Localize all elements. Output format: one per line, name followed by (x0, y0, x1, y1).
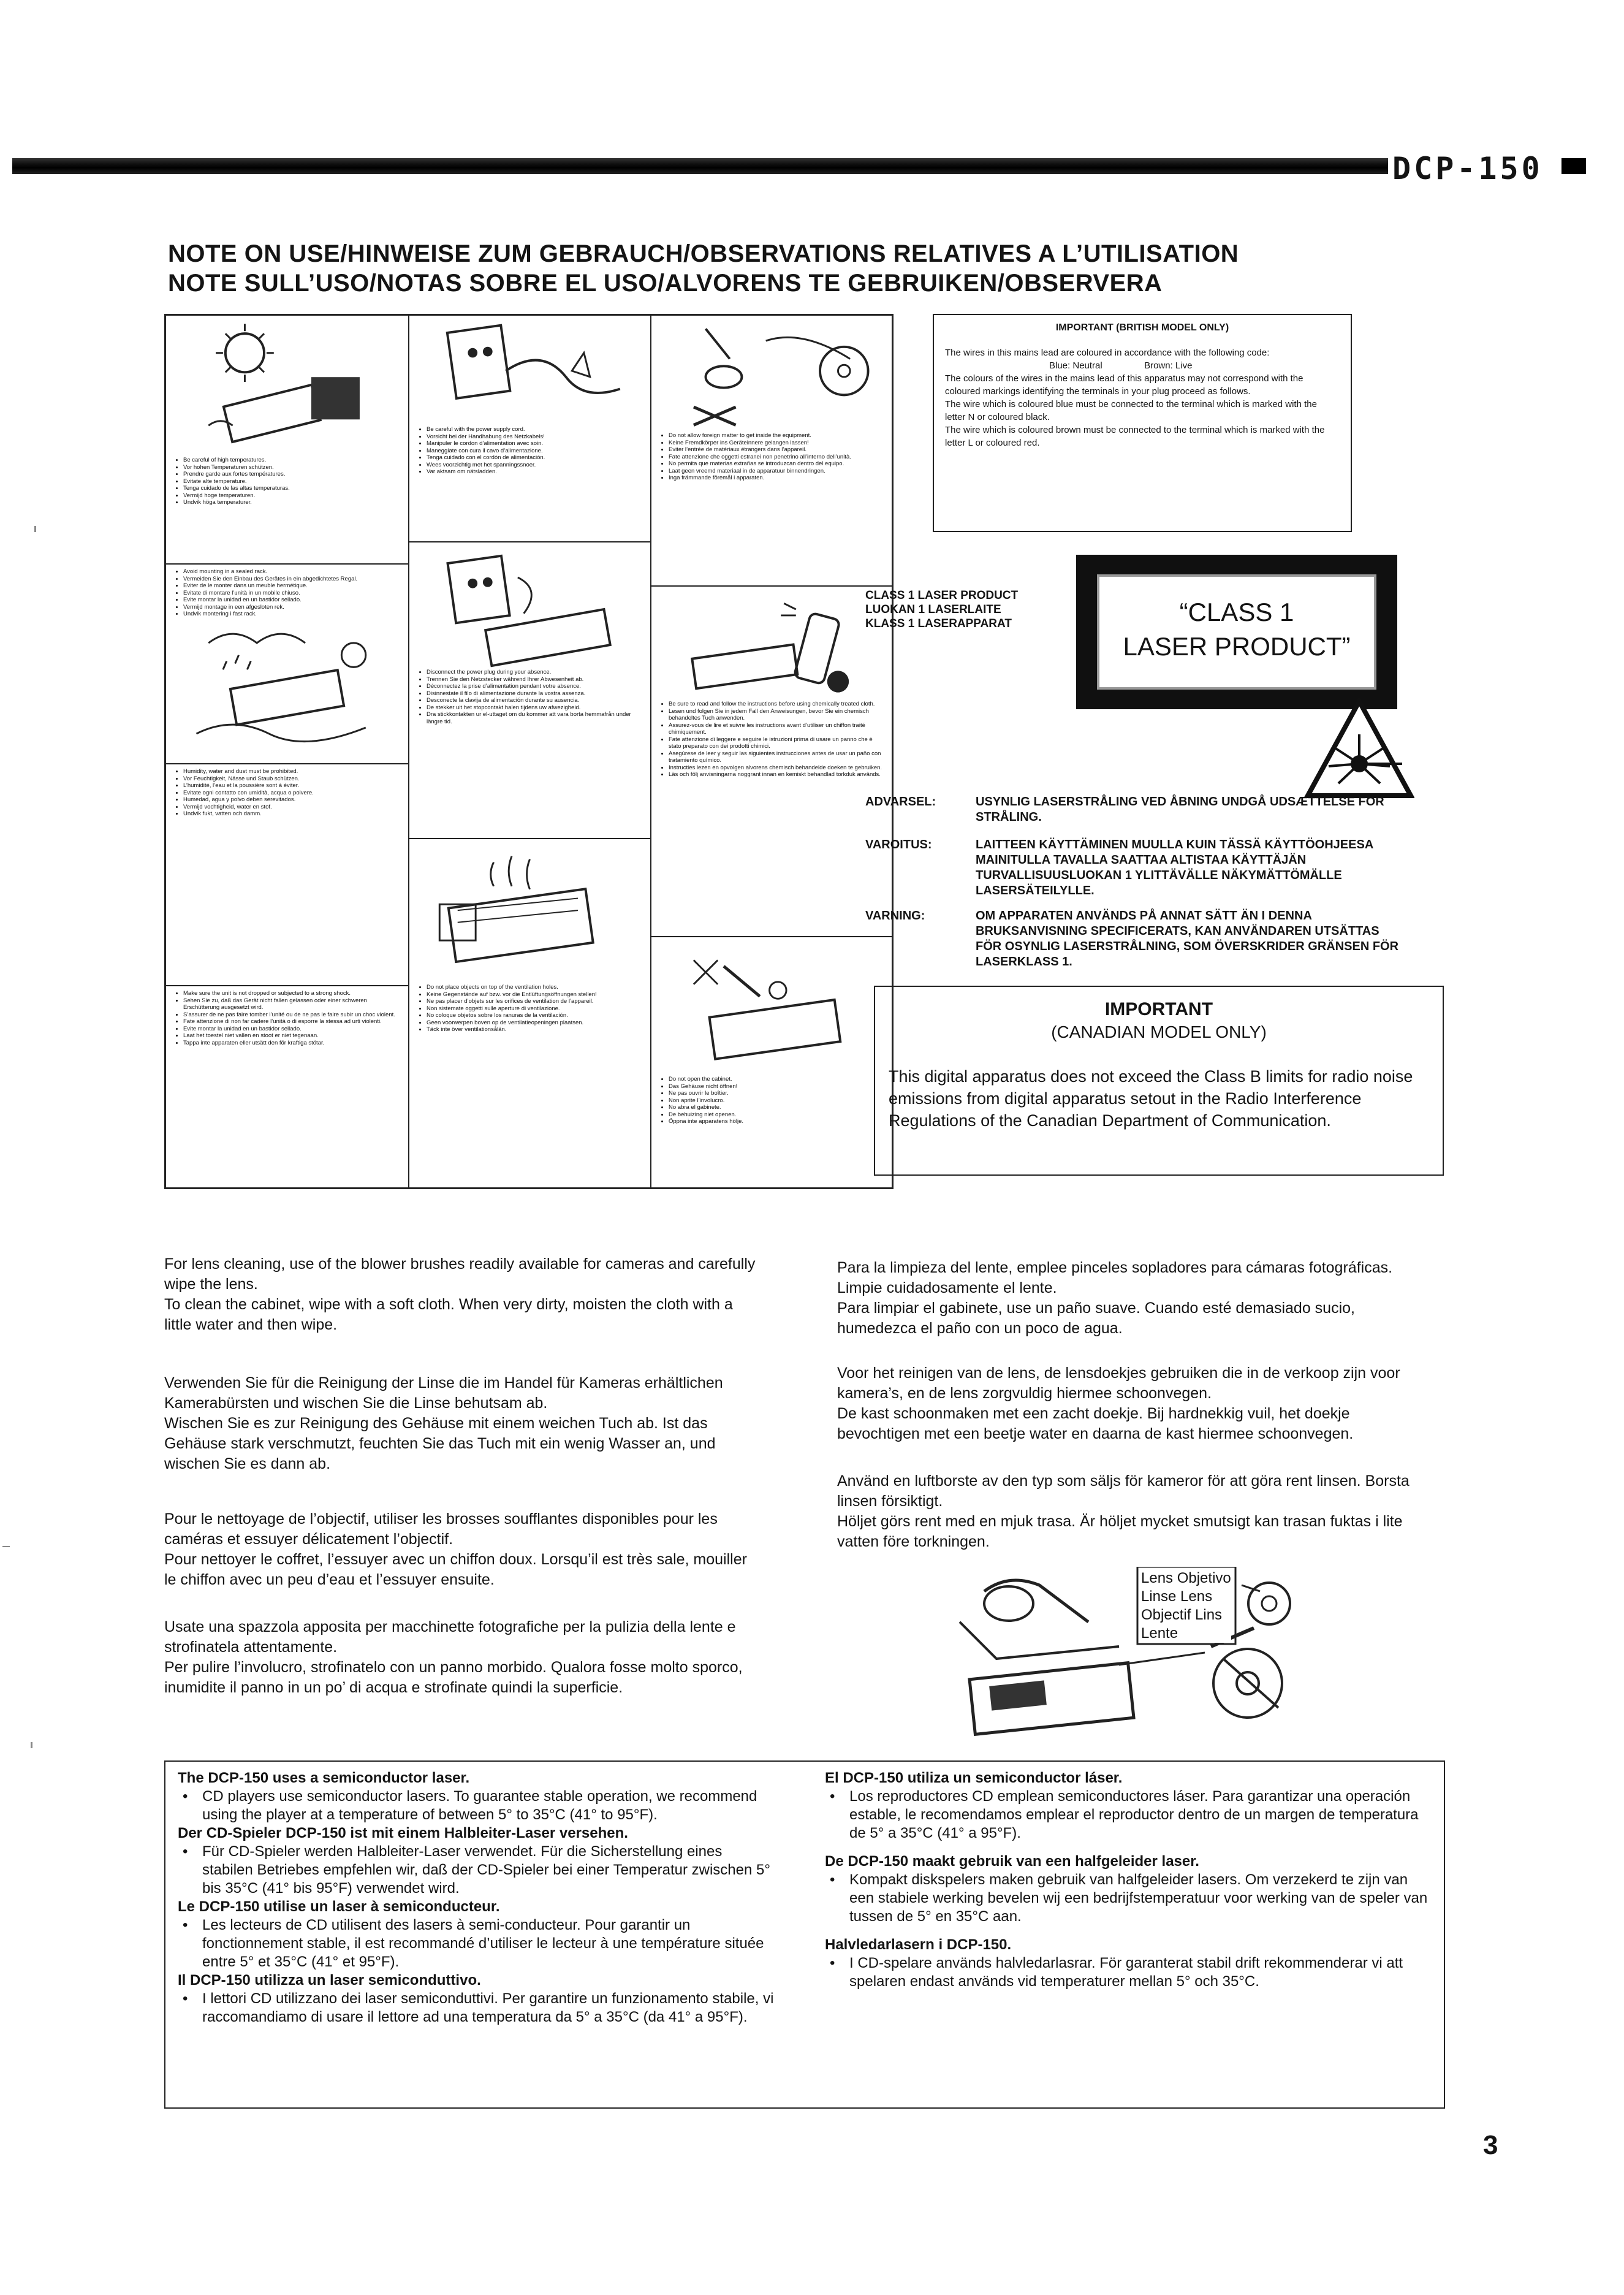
note-bullet: • CD players use semiconductor lasers. To guarantee stable operation, we recommend using the player at a temperature of between 5° to 35°C (41° to 95°F). (178, 1787, 775, 1824)
list-item: • Non sistemate oggetti sulle aperture di ventilazione. (427, 1005, 644, 1013)
list-item: • Disconnect the power plug during your absence. (427, 669, 644, 676)
list-item: • Humedad, agua y polvo deben serevitados. (183, 796, 402, 804)
list-item: • Instructies lezen en opvolgen alvorens chemisch behandelde doeken te gebruiken. (669, 764, 886, 772)
list-item: • Fate attenzione che oggetti estranei non penetrino all’interno dell’unità. (669, 454, 886, 461)
list-item: • No coloque objetos sobre los ranuras de la ventilación. (427, 1012, 644, 1019)
list-item: • Vermijd hoge temperaturen. (183, 492, 402, 500)
grid-divider (408, 541, 650, 542)
list-item: • Maneggiate con cura il cavo d’alimentazione. (427, 447, 644, 455)
lens-label-group (1141, 1569, 1231, 1643)
cleaning-paragraph: Höljet görs rent med en mjuk trasa. Är höljet mycket smutsigt kan trasan fuktas i lite vatten före torkningen. (837, 1513, 1403, 1550)
important-canadian-body: This digital apparatus does not exceed the Class B limits for radio noise emissions from digital apparatus setout in the Radio Interference Regulations of the Canadian Department of Communication. (889, 1067, 1413, 1130)
warning-label: VAROITUS: (865, 838, 932, 851)
ventilation-illustration (415, 843, 644, 984)
model-name: DCP-150 (1392, 151, 1543, 186)
list-item: • Var aktsam om nätsladden. (427, 468, 644, 476)
list-item: • Laat geen vreemd materiaal in de apparatuur binnendringen. (669, 468, 886, 475)
list-item: • Undvik höga temperaturer. (183, 499, 402, 506)
grid-divider (408, 838, 650, 839)
list-item: • Be careful with the power supply cord. (427, 426, 644, 433)
laser-sticker-line2: LASER PRODUCT” (1123, 632, 1351, 661)
grid-divider (166, 563, 408, 565)
list-item: • Vermijd vochtigheid, water en stof. (183, 804, 402, 811)
note-bullet: • Les lecteurs de CD utilisent des lasers à semi-conducteur. Pour garantir un fonctionnement stable, il est recommandé d’utiliser le lecteur à une température située entre 5° et 35°C (41° et 95°F). (178, 1916, 775, 1971)
important-british-p1: The colours of the wires in the mains lead of this apparatus may not correspond with the coloured markings identifying the terminals in your plug proceed as follows. (945, 373, 1303, 397)
list-item: • Do not allow foreign matter to get inside the equipment. (669, 432, 886, 440)
heat-list (172, 457, 402, 506)
cleaning-fr (164, 1509, 756, 1590)
important-british-p3: The wire which is coloured brown must be connected to the terminal which is marked with the letter L or coloured red. (945, 425, 1325, 448)
important-canadian-heading: IMPORTANT (1104, 999, 1213, 1019)
warning-text: LAITTEEN KÄYTTÄMINEN MUULLA KUIN TÄSSÄ KÄYTTÖOHJEESA MAINITULLA TAVALLA SAATTAA ALTISTAA KÄYTTÄJÄN TURVALLISUUSLUOKAN 1 YLITTÄVÄLLE NÄKYMÄTTÖMÄLLE LASERSÄTEILYLLE. (976, 838, 1373, 897)
list-item: • Dra stickkontakten ur el-uttaget om du kommer att vara borta hemmafrån under längre tid. (427, 711, 644, 725)
power-cord-illustration (415, 316, 644, 426)
list-item: • Be careful of high temperatures. (183, 457, 402, 464)
cleaning-sv (837, 1471, 1429, 1552)
list-item: • Desconecte la clavija de alimentación durante su ausencia. (427, 697, 644, 704)
list-item: • Evitate di montare l’unità in un mobile chiuso. (183, 590, 402, 597)
humidity-illustration (172, 618, 402, 750)
list-item: • Eviter de le monter dans un meuble hermétique. (183, 582, 402, 590)
list-item: • Déconnectez la prise d’alimentation pendant votre absence. (427, 683, 644, 690)
page-title-line-1: NOTE ON USE/HINWEISE ZUM GEBRAUCH/OBSERVATIONS RELATIVES A L’UTILISATION (168, 240, 1239, 267)
cleaning-paragraph: De kast schoonmaken met een zacht doekje. Bij hardnekkig vuil, het doekje bevochtigen met een beetje water en daarna de kast hiermee schoonvegen. (837, 1405, 1354, 1442)
list-item: • Evite montar la unidad en un bastidor sellado. (183, 1026, 402, 1033)
list-item: • No abra el gabinete. (669, 1104, 886, 1111)
important-british-heading: IMPORTANT (BRITISH MODEL ONLY) (1055, 322, 1229, 333)
laser-warning-icon (1304, 698, 1414, 801)
list-item: • Evitate alte temperature. (183, 478, 402, 485)
scan-mark (2, 1546, 10, 1547)
note-heading: El DCP-150 utiliza un semiconductor láser. (825, 1770, 1123, 1786)
list-item: • Vermeiden Sie den Einbau des Gerätes in ein abgedichtetes Regal. (183, 576, 402, 583)
warning-label: VARNING: (865, 909, 925, 923)
cleaning-paragraph: For lens cleaning, use of the blower brushes readily available for cameras and carefully wipe the lens. (164, 1255, 756, 1293)
list-item: • De behuizing niet openen. (669, 1111, 886, 1119)
list-item: • Do not place objects on top of the ventilation holes. (427, 984, 644, 991)
note-bullet: • I CD-spelare används halvledarlasrar. För garanterat stabil drift rekommenderar vi att spelaren endast används vid temperaturer mellan 5° och 35°C. (825, 1954, 1429, 1991)
list-item: • L’humidité, l’eau et la poussière sont à éviter. (183, 782, 402, 790)
list-item: • Evitate ogni contatto con umidità, acqua o polvere. (183, 790, 402, 797)
screwdriver-cabinet-illustration (658, 941, 886, 1076)
important-british-p2: The wire which is coloured blue must be connected to the terminal which is marked with the letter N or coloured black. (945, 399, 1317, 422)
list-item: • Asegúrese de leer y seguir las siguientes instrucciones antes de usar un paño con tratamiento químico. (669, 750, 886, 764)
list-item: • Fate attenzione di non far cadere l’unità o di esporre la stessa ad urti violenti. (183, 1018, 402, 1026)
grid-divider (650, 936, 892, 937)
note-heading: The DCP-150 uses a semiconductor laser. (178, 1770, 470, 1786)
list-item: • Tenga cuidado con el cordón de alimentación. (427, 454, 644, 462)
unplug-illustration (415, 546, 644, 669)
lens-label: Objectif Lins (1141, 1607, 1223, 1623)
list-item: • Das Gehäuse nicht öffnen! (669, 1083, 886, 1090)
foreign-matter-illustration (658, 316, 886, 432)
list-item: • Läs och följ anvisningarna noggrant innan en kemiskt behandlad torkduk används. (669, 771, 886, 778)
grid-divider (650, 585, 892, 587)
cleaning-it (164, 1617, 756, 1698)
page-number: 3 (1483, 2130, 1498, 2160)
notes-left-column (178, 1769, 775, 2027)
cord-list (415, 426, 644, 476)
cell-chemical (651, 590, 892, 936)
laser-sticker-line1: “CLASS 1 (1179, 598, 1294, 626)
list-item: • Inga främmande föremål i apparaten. (669, 474, 886, 482)
note-bullet: • I lettori CD utilizzano dei laser semiconduttivi. Per garantire un funzionamento stabile, vi raccomandiamo di usare il lettore ad una temperatura da 5° a 35°C (da 41° a 95°F). (178, 1990, 775, 2027)
notes-right-column (825, 1769, 1429, 1991)
spray-cloth-illustration (658, 590, 886, 701)
note-heading: Halvledarlasern i DCP-150. (825, 1936, 1012, 1953)
drop-list (172, 990, 402, 1046)
list-item: • Humidity, water and dust must be prohibited. (183, 768, 402, 775)
list-item: • Vor Feuchtigkeit, Nässe und Staub schützen. (183, 775, 402, 783)
laser-label-en: CLASS 1 LASER PRODUCT (865, 589, 1019, 602)
list-item: • Wees voorzichtig met het spanningssnoer. (427, 462, 644, 469)
list-item: • Trennen Sie den Netzstecker während Ihrer Abwesenheit ab. (427, 676, 644, 683)
list-item: • Öppna inte apparatens hölje. (669, 1118, 886, 1125)
cleaning-es (837, 1258, 1429, 1339)
list-item: • Laat het toestel niet vallen en stoot er niet tegenaan. (183, 1032, 402, 1040)
wire-brown: Brown: Live (1144, 360, 1193, 371)
list-item: • Disinnestate il filo di alimentazione durante la vostra assenza. (427, 690, 644, 698)
list-item: • Avoid mounting in a sealed rack. (183, 568, 402, 576)
cell-cabinet (651, 941, 892, 1186)
cabinet-list (658, 1076, 886, 1125)
laser-label-fi: LUOKAN 1 LASERLAITE (865, 603, 1001, 616)
note-bullet: • Kompakt diskspelers maken gebruik van halfgeleider lasers. Om verzekerd te zijn van een stabiele werking bevelen wij een bedrijfstemperatuur voor werking van de speler van tussen de 5° en 35°C aan. (825, 1871, 1429, 1926)
list-item: • Be sure to read and follow the instructions before using chemically treated cloth. (669, 701, 886, 708)
list-item: • Manipuler le cordon d’alimentation avec soin. (427, 440, 644, 447)
sun-heater-illustration (172, 316, 402, 457)
wire-code-line (945, 359, 1340, 372)
list-item: • Geen voorwerpen boven op de ventilatieopeningen plaatsen. (427, 1019, 644, 1027)
list-item: • Keine Gegenstände auf bzw. vor die Entlüftungsöffnungen stellen! (427, 991, 644, 999)
chemical-list (658, 701, 886, 778)
class1-laser-sticker (1076, 555, 1397, 709)
cleaning-paragraph: Pour nettoyer le coffret, l’essuyer avec un chiffon doux. Lorsqu’il est très sale, mouiller le chiffon avec un peu d’eau et l’essuyer ensuite. (164, 1551, 747, 1588)
list-item: • Fate attenzione di leggere e seguire le istruzioni prima di usare un panno che è stato preparato con dei prodotti chimici. (669, 736, 886, 750)
vent-list (415, 984, 644, 1033)
list-item: • Lesen und folgen Sie in jedem Fall den Anweisungen, bevor Sie ein chemisch behandeltes Tuch anwenden. (669, 708, 886, 722)
cell-disconnect (409, 546, 650, 838)
list-item: • Sehen Sie zu, daß das Gerät nicht fallen gelassen oder einer schweren Erschütterung ausgesetzt wird. (183, 997, 402, 1011)
note-heading: Der CD-Spieler DCP-150 ist mit einem Halbleiter-Laser versehen. (178, 1825, 628, 1841)
cell-drop (166, 990, 408, 1186)
page-title-line-2: NOTE SULL’USO/NOTAS SOBRE EL USO/ALVORENS TE GEBRUIKEN/OBSERVERA (168, 270, 1163, 297)
scan-mark (34, 526, 36, 532)
lens-label: Lente (1141, 1625, 1178, 1642)
cleaning-paragraph: Para la limpieza del lente, emplee pinceles sopladores para cámaras fotográficas. Limpie cuidadosamente el lente. (837, 1259, 1393, 1296)
list-item: • Eviter l’entrée de matériaux étrangers dans l’appareil. (669, 446, 886, 454)
list-item: • Täck inte över ventilationsålän. (427, 1026, 644, 1033)
list-item: • S’assurer de ne pas faire tomber l’unité ou de ne pas le faire subir un choc violent. (183, 1011, 402, 1019)
cleaning-paragraph: Verwenden Sie für die Reinigung der Linse die im Handel für Kameras erhältlichen Kamerabürsten und wischen Sie die Linse behutsam ab. (164, 1374, 723, 1412)
cell-vent (409, 843, 650, 1186)
list-item: • Vorsicht bei der Handhabung des Netzkabels! (427, 433, 644, 441)
list-item: • No permita que materias extrañas se introduzcan dentro del equipo. (669, 460, 886, 468)
cleaning-paragraph: Usate una spazzola apposita per macchinette fotografiche per la pulizia della lente e strofinatela attentamente. (164, 1618, 736, 1656)
list-item: • De stekker uit het stopcontakt halen tijdens uw afwezigheid. (427, 704, 644, 712)
precautions-grid (164, 314, 894, 1189)
warning-text: OM APPARATEN ANVÄNDS PÅ ANNAT SÄTT ÄN I DENNA BRUKSANVISNING SPECIFICERATS, KAN ANVÄNDAREN UTSÄTTAS FÖR OSYNLIG LASERSTRÅLNING, SOM ÖVERSKRIDER GRÄNSEN FÖR LASERKLASS 1. (976, 909, 1399, 969)
cleaning-paragraph: Para limpiar el gabinete, use un paño suave. Cuando esté demasiado sucio, humedezca el paño con un poco de agua. (837, 1300, 1355, 1337)
laser-label-sv: KLASS 1 LASERAPPARAT (865, 617, 1012, 630)
list-item: • Undvik montering i fast rack. (183, 611, 402, 618)
lens-label: Lens Objetivo (1141, 1570, 1231, 1586)
list-item: • Tenga cuidado de las altas temperaturas. (183, 485, 402, 492)
cleaning-paragraph: Wischen Sie es zur Reinigung des Gehäuse mit einem weichen Tuch ab. Ist das Gehäuse stark verschmutzt, feuchten Sie das Tuch mit ein wenig Wasser an, und wischen Sie es dann ab. (164, 1415, 716, 1472)
cleaning-nl (837, 1363, 1429, 1444)
list-item: • Ne pas ouvrir le boîtier. (669, 1090, 886, 1097)
list-item: • Vor hohen Temperaturen schützen. (183, 464, 402, 471)
lens-label: Linse Lens (1141, 1588, 1213, 1605)
warning-label: ADVARSEL: (865, 795, 936, 809)
list-item: • Tappa inte apparaten eller utsätt den för kraftiga stötar. (183, 1040, 402, 1047)
lens-cleaning-illustration (935, 1567, 1340, 1745)
list-item: • Assurez-vous de lire et suivre les instructions avant d’utiliser un chiffon traité chimiquement. (669, 722, 886, 736)
note-heading: Il DCP-150 utilizza un laser semiconduttivo. (178, 1972, 481, 1989)
disconnect-list (415, 669, 644, 725)
grid-divider (166, 763, 408, 764)
list-item: • Ne pas placer d’objets sur les orifices de ventilation de l’appareil. (427, 998, 644, 1005)
note-bullet: • Los reproductores CD emplean semiconductores láser. Para garantizar una operación estable, le recomendamos emplear el reproductor dentro de un margen de temperatura de 5° a 35°C (41° a 95°F). (825, 1787, 1429, 1843)
laser-sticker-inner (1097, 574, 1376, 690)
header-bar (12, 158, 1388, 174)
cleaning-de (164, 1373, 756, 1474)
list-item: • Non aprite l’involucro. (669, 1097, 886, 1105)
cleaning-en (164, 1254, 756, 1335)
note-bullet: • Für CD-Spieler werden Halbleiter-Laser verwendet. Für die Sicherstellung eines stabilen Betriebes empfehlen wir, daß der CD-Spieler bei einer Temperatur zwischen 5° bis 35°C (41° bis 95°F) verwendet wird. (178, 1843, 775, 1898)
important-canadian-box (874, 986, 1444, 1176)
important-british-intro: The wires in this mains lead are coloured in accordance with the following code: (945, 348, 1270, 358)
list-item: • Undvik fukt, vatten och damm. (183, 810, 402, 818)
cell-cord (409, 316, 650, 541)
header-end-mark (1561, 158, 1586, 174)
list-item: • Prendre garde aux fortes températures. (183, 471, 402, 478)
warning-text: USYNLIG LASERSTRÅLING VED ÅBNING UNDGÅ UDSÆTTELSE FOR STRÅLING. (976, 795, 1384, 824)
cell-heat (166, 316, 408, 563)
list-item: • Evite montar la unidad en un bastidor sellado. (183, 596, 402, 604)
laser-class-labels (865, 588, 1074, 631)
wire-blue: Blue: Neutral (1049, 360, 1102, 371)
lens-diagram (935, 1567, 1340, 1745)
cell-humidity (166, 768, 408, 985)
cell-rack (166, 568, 408, 763)
list-item: • Vermijd montage in een afgesloten rek. (183, 604, 402, 611)
important-canadian-subheading: (CANADIAN MODEL ONLY) (1051, 1022, 1267, 1041)
list-item: • Do not open the cabinet. (669, 1076, 886, 1083)
rack-list (172, 568, 402, 618)
cleaning-paragraph: Voor het reinigen van de lens, de lensdoekjes gebruiken die in de verkoop zijn voor kamera’s, en de lens zorgvuldig hiermee schoonvegen. (837, 1364, 1400, 1402)
cleaning-paragraph: Per pulire l’involucro, strofinatelo con un panno morbido. Qualora fosse molto sporco, inumidite il panno in un po’ di acqua e strofinate quindi la superficie. (164, 1659, 743, 1696)
cleaning-paragraph: To clean the cabinet, wipe with a soft cloth. When very dirty, moisten the cloth with a little water and then wipe. (164, 1296, 733, 1333)
important-british-box (933, 314, 1352, 532)
scan-mark (31, 1742, 32, 1748)
cleaning-paragraph: Pour le nettoyage de l’objectif, utiliser les brosses soufflantes disponibles pour les caméras et essuyer délicatement l’objectif. (164, 1510, 718, 1548)
cell-foreign-matter (651, 316, 892, 585)
humidity-list (172, 768, 402, 818)
note-heading: De DCP-150 maakt gebruik van een halfgeleider laser. (825, 1853, 1199, 1870)
note-heading: Le DCP-150 utilise un laser à semiconducteur. (178, 1898, 500, 1915)
semiconductor-laser-notes (164, 1760, 1445, 2109)
foreign-list (658, 432, 886, 482)
list-item: • Make sure the unit is not dropped or subjected to a strong shock. (183, 990, 402, 997)
list-item: • Keine Fremdkörper ins Geräteinnere gelangen lassen! (669, 440, 886, 447)
grid-divider (166, 985, 408, 986)
cleaning-paragraph: Använd en luftborste av den typ som säljs för kameror för att göra rent linsen. Borsta linsen försiktigt. (837, 1472, 1410, 1510)
